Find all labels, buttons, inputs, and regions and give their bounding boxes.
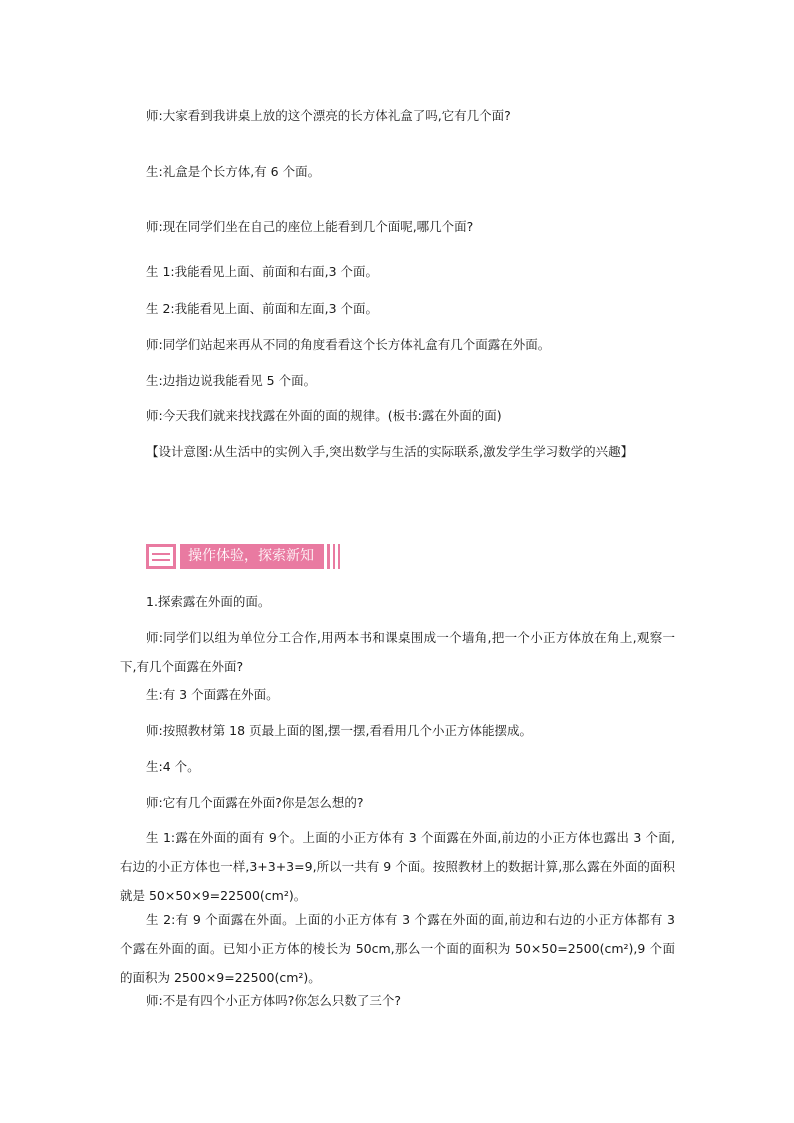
dialogue-line: 生:边指边说我能看见 5 个面。: [146, 373, 317, 388]
paragraph: 生:有 3 个面露在外面。: [146, 687, 279, 702]
paragraph: 师:它有几个面露在外面?你是怎么想的?: [146, 795, 364, 810]
section-number: [146, 544, 176, 569]
section-heading: [146, 544, 340, 569]
paragraph: 师:按照教材第 18 页最上面的图,摆一摆,看看用几个小正方体能摆成。: [146, 723, 533, 738]
section-title: 操作体验，探索新知: [180, 544, 324, 569]
dialogue-line: 生:礼盒是个长方体,有 6 个面。: [146, 164, 321, 179]
paragraph: 师:同学们以组为单位分工合作,用两本书和课桌围成一个墙角,把一个小正方体放在角上,观察一下,有几个面露在外面?: [120, 630, 675, 674]
heading-decoration: [327, 544, 340, 569]
paragraph: 生:4 个。: [146, 759, 200, 774]
dialogue-line: 师:大家看到我讲桌上放的这个漂亮的长方体礼盒了吗,它有几个面?: [146, 108, 511, 123]
dialogue-line: 师:今天我们就来找找露在外面的面的规律。(板书:露在外面的面): [146, 408, 502, 423]
paragraph: 1.探索露在外面的面。: [146, 594, 271, 609]
dialogue-line: 生 2:我能看见上面、前面和左面,3 个面。: [146, 301, 379, 316]
paragraph: 生 2:有 9 个面露在外面。上面的小正方体有 3 个露在外面的面,前边和右边的小正方体都有 3 个露在外面的面。已知小正方体的棱长为 50cm,那么一个面的面积为 50×50=2500(cm²),9 个面的面积为 2500×9=22500(cm²)。: [120, 912, 675, 985]
paragraph: 师:不是有四个小正方体吗?你怎么只数了三个?: [146, 993, 401, 1008]
paragraph: 生 1:露在外面的面有 9个。上面的小正方体有 3 个面露在外面,前边的小正方体也露出 3 个面,右边的小正方体也一样,3+3+3=9,所以一共有 9 个面。按照教材上的数据计算,那么露在外面的面积就是 50×50×9=22500(cm²)。: [120, 830, 675, 903]
dialogue-line: 师:现在同学们坐在自己的座位上能看到几个面呢,哪几个面?: [146, 219, 474, 234]
dialogue-line: 师:同学们站起来再从不同的角度看看这个长方体礼盒有几个面露在外面。: [146, 337, 551, 352]
design-intent: 【设计意图:从生活中的实例入手,突出数学与生活的实际联系,激发学生学习数学的兴趣】: [146, 444, 634, 459]
dialogue-line: 生 1:我能看见上面、前面和右面,3 个面。: [146, 264, 379, 279]
